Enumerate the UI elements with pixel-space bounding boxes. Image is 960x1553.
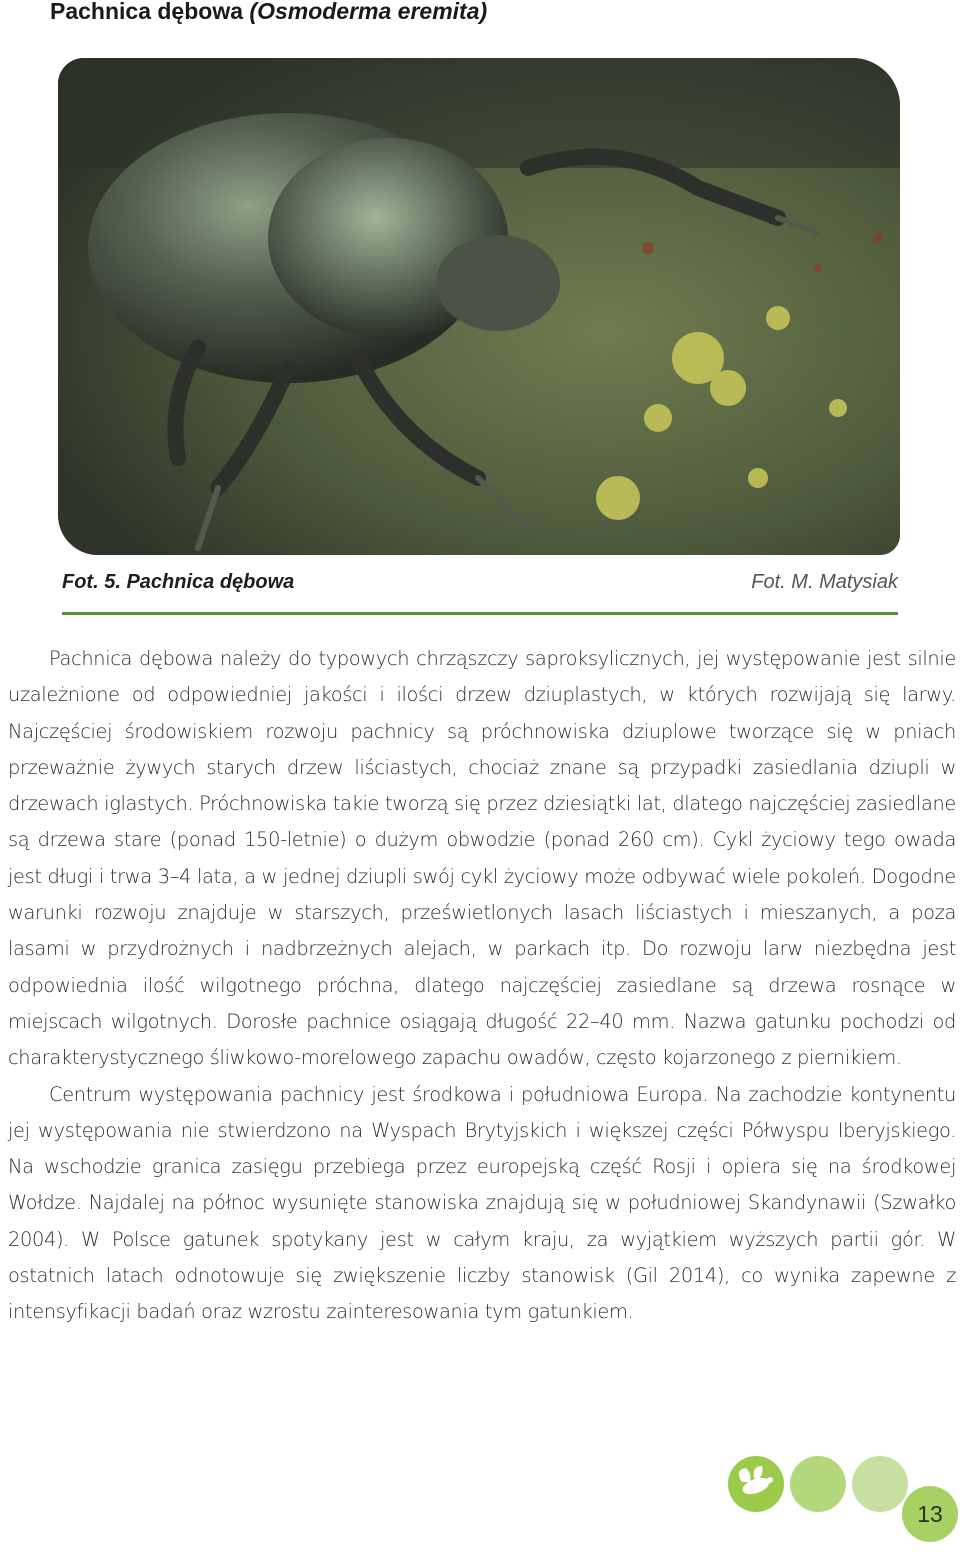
insect-icon	[728, 1456, 784, 1512]
page-title-latin: (Osmoderma eremita)	[249, 0, 488, 24]
page-title	[50, 0, 487, 25]
figure-caption: Fot. 5. Pachnica dębowa	[62, 571, 295, 593]
beetle-illustration	[58, 58, 900, 555]
paragraph-1: Pachnica dębowa należy do typowych chrząszczy saproksylicznych, jej występowanie jest silnie uzależnione od odpowiedniej jakości i ilości drzew dziuplastych, w których rozwijają się larwy. Najczęściej środowiskiem rozwoju pachnicy są próchnowiska dziuplowe tworzące się w pniach przeważnie żywych starych drzew liściastych, chociaż znane są przypadki zasiedlania dziupli w drzewach iglastych. Próchnowiska takie tworzą się przez dziesiątki lat, dlatego najczęściej zasiedlane są drzewa stare (ponad 150-letnie) o dużym obwodzie (ponad 260 cm). Cykl życiowy tego owada jest długi i trwa 3–4 lata, a w jednej dziupli swój cykl życiowy może odbywać wiele pokoleń. Dogodne warunki rozwoju znajduje w starszych, prześwietlonych lasach liściastych i mieszanych, a poza lasami w przydrożnych i nadbrzeżnych alejach, w parkach itp. Do rozwoju larw niezbędna jest odpowiednia ilość wilgotnego próchna, dlatego najczęściej zasiedlane są drzewa rosnące w miejscach wilgotnych. Dorosłe pachnice osiągają długość 22–40 mm. Nazwa gatunku pochodzi od charakterystycznego śliwkowo-morelowego zapachu owadów, często kojarzonego z piernikiem.	[8, 647, 956, 1070]
footer-circle-3	[852, 1456, 908, 1512]
article-body	[8, 641, 956, 1331]
figure-credit: Fot. M. Matysiak	[751, 571, 898, 593]
paragraph-2: Centrum występowania pachnicy jest środkowa i południowa Europa. Na zachodzie kontynentu jej występowania nie stwierdzono na Wyspach Brytyjskich i większej części Półwyspu Iberyjskiego. Na wschodzie granica zasięgu przebiega przez europejską część Rosji i opiera się na środkowej Wołdze. Najdalej na północ wysunięte stanowiska znajdują się w południowej Skandynawii (Szwałko 2004). W Polsce gatunek spotykany jest w całym kraju, za wyjątkiem wyższych partii gór. W ostatnich latach odnotowuje się zwiększenie liczby stanowisk (Gil 2014), co wynika zapewne z intensyfikacji badań oraz wzrostu zainteresowania tym gatunkiem.	[8, 1082, 956, 1324]
footer-circle-1	[728, 1456, 784, 1512]
footer-circle-2	[790, 1456, 846, 1512]
page-title-main: Pachnica dębowa	[50, 0, 244, 24]
beetle-photo	[58, 58, 900, 555]
caption-divider	[62, 612, 898, 615]
page-number: 13	[917, 1500, 943, 1527]
